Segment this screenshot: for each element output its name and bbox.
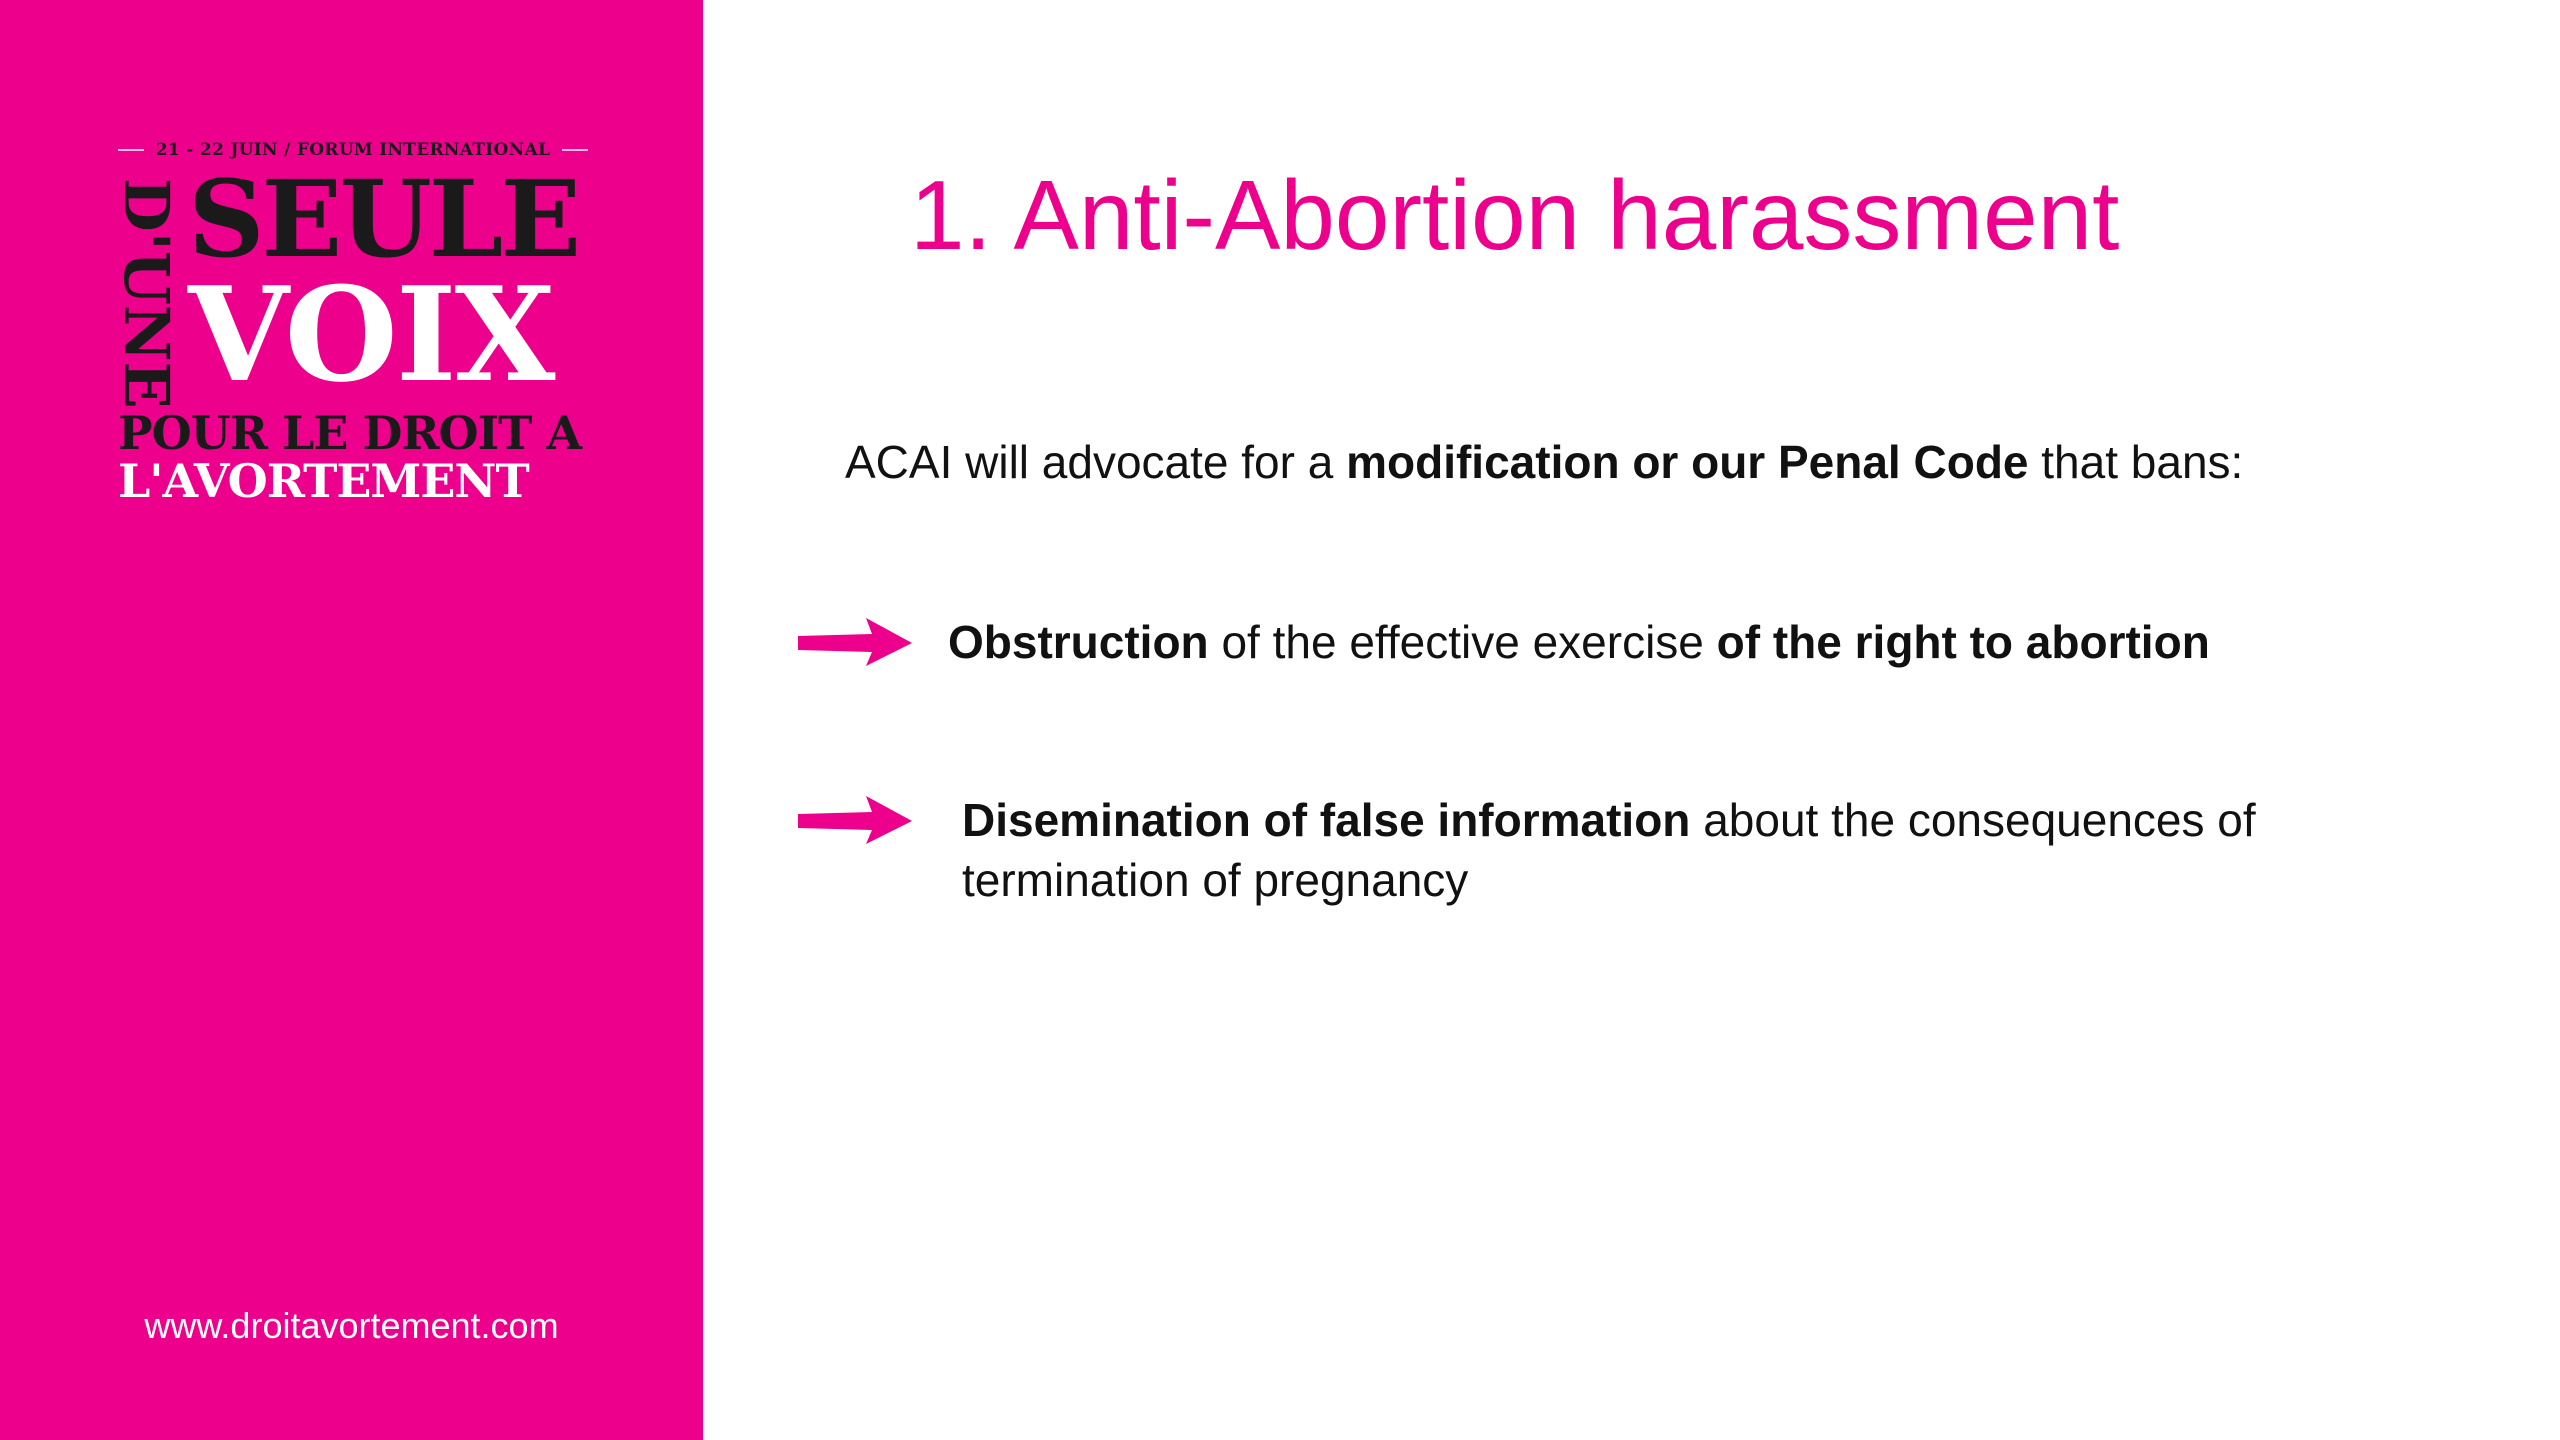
- bullet-false-information: [796, 790, 2456, 910]
- intro-before: ACAI will advocate for a: [845, 436, 1347, 488]
- logo-dune: D'UNE: [110, 178, 183, 409]
- intro-after: that bans:: [2028, 436, 2244, 488]
- website-link[interactable]: www.droitavortement.com: [144, 1305, 559, 1346]
- bullet-plain: about the consequences of termination of pregnancy: [962, 794, 2256, 906]
- bullet-bold: Obstruction: [948, 616, 1209, 668]
- sidebar-panel: [0, 0, 703, 1440]
- logo-rule-left: [118, 149, 144, 151]
- bullet-text: [948, 612, 2210, 672]
- forum-logo: [110, 138, 588, 510]
- arrow-right-icon: [796, 790, 914, 850]
- bullet-bold-2: of the right to abortion: [1716, 616, 2210, 668]
- bullet-bold: Disemination of false information: [962, 794, 1691, 846]
- bullet-text: [962, 790, 2362, 910]
- logo-rule-right: [562, 149, 588, 151]
- logo-seule: SEULE: [188, 156, 579, 281]
- logo-avortement: L'AVORTEMENT: [118, 454, 529, 508]
- bullet-plain: of the effective exercise: [1208, 616, 1717, 668]
- logo-voix: VOIX: [188, 258, 554, 411]
- intro-text: [845, 434, 2243, 490]
- bullet-obstruction: [796, 612, 2446, 672]
- slide-title: 1. Anti-Abortion harassment: [910, 160, 2120, 270]
- intro-bold: modification or our Penal Code: [1346, 436, 2029, 488]
- arrow-right-icon: [796, 612, 914, 672]
- logo-pour-le-droit: POUR LE DROIT A: [118, 406, 582, 460]
- logo-dates: 21 - 22 JUIN / FORUM INTERNATIONAL: [155, 140, 551, 160]
